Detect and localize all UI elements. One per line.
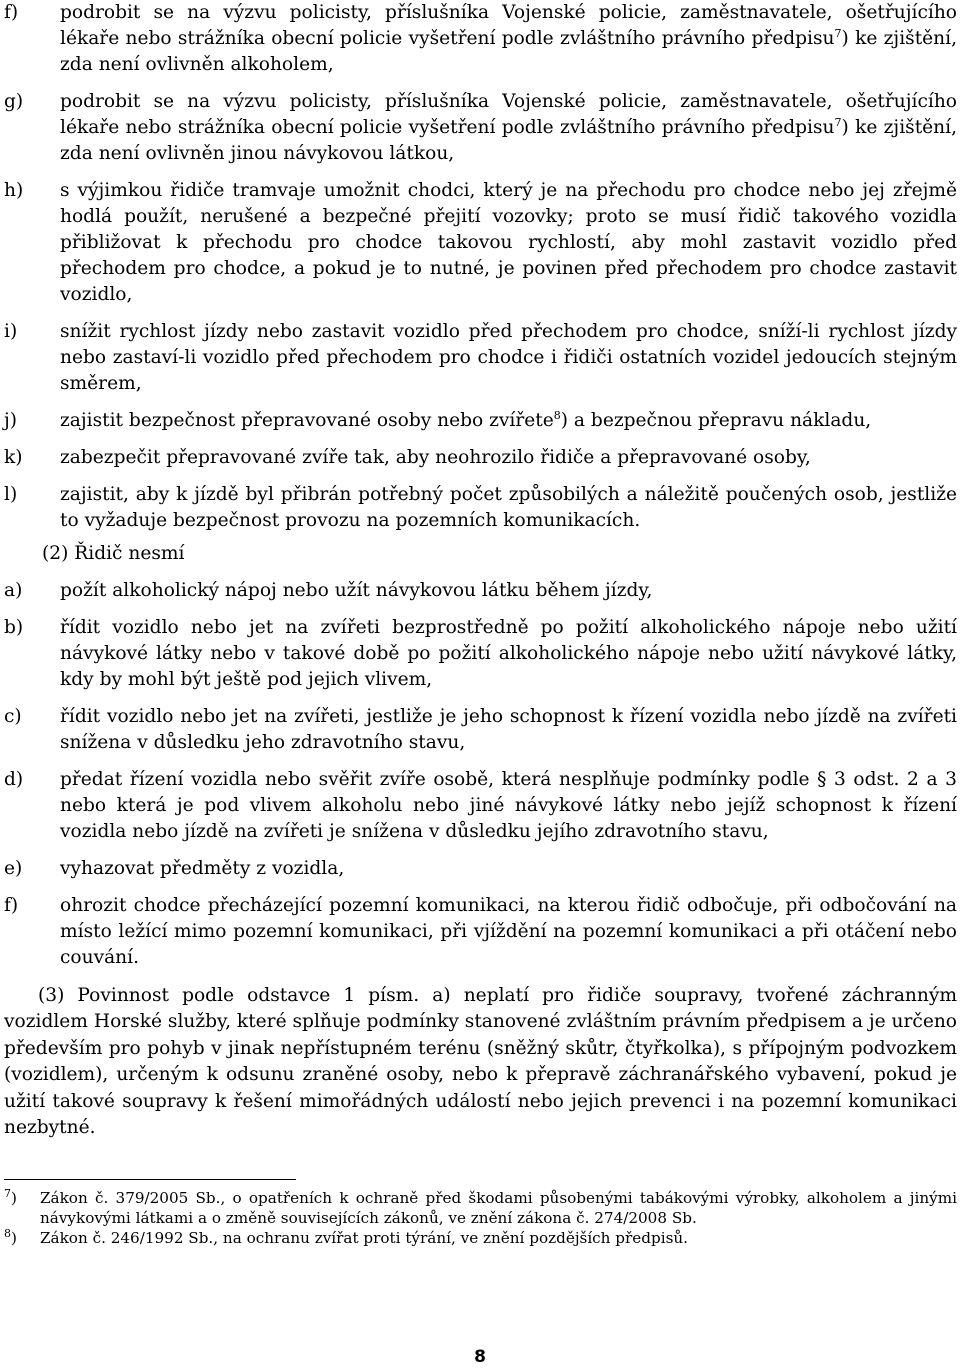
item-label: c)	[4, 706, 22, 727]
list-item-j	[4, 408, 957, 434]
item-text: požít alkoholický nápoj nebo užít návykovou látku během jízdy,	[60, 580, 653, 601]
item-label: h)	[4, 180, 24, 201]
list-item-d	[4, 767, 957, 845]
item-text: vyhazovat předměty z vozidla,	[60, 858, 345, 879]
footnote-text: Zákon č. 246/1992 Sb., na ochranu zvířat proti týrání, ve znění pozdějších předpisů.	[40, 1229, 688, 1248]
item-label: j)	[4, 410, 18, 431]
item-text: řídit vozidlo nebo jet na zvířeti, jestliže je jeho schopnost k řízení vozidla nebo jízdě na zvířeti snížena v důsledku jeho zdravotního stavu,	[60, 706, 957, 753]
item-text: podrobit se na výzvu policisty, příslušníka Vojenské policie, zaměstnavatele, ošetřujícího lékaře nebo strážníka obecní policie vyšetření podle zvláštního právního předpisu$^7$) ke zjištění, zda není ovlivněn jinou návykovou látkou,	[60, 91, 957, 164]
footnote-number: $^8$)	[4, 1227, 17, 1248]
page-number: 8	[474, 1347, 486, 1367]
footnote-ref: 7	[834, 26, 842, 40]
list-item-a	[4, 578, 957, 604]
footnote-ref: 8	[553, 408, 561, 422]
item-label: i)	[4, 321, 18, 342]
footnote-text: Zákon č. 379/2005 Sb., o opatřeních k ochraně před škodami působenými tabákovými výrobky, alkoholem a jinými návykovými látkami a o změně souvisejících zákonů, ve znění zákona č. 274/2008 Sb.	[40, 1189, 957, 1228]
document-page	[4, 0, 957, 1248]
footnote-divider	[4, 1179, 296, 1180]
footnote-7	[4, 1188, 957, 1228]
item-text: snížit rychlost jízdy nebo zastavit vozidlo před přechodem pro chodce, sníží-li rychlost jízdy nebo zastaví-li vozidlo před přechodem pro chodce i řidiči ostatních vozidel jedoucích stejným směrem,	[60, 321, 957, 394]
item-label: f)	[4, 2, 19, 23]
item-label: f)	[4, 895, 19, 916]
item-text: zajistit, aby k jízdě byl přibrán potřebný počet způsobilých a náležitě poučených osob, jestliže to vyžaduje bezpečnost provozu na pozemních komunikacích.	[60, 484, 957, 531]
list-item-l	[4, 482, 957, 534]
item-text: podrobit se na výzvu policisty, příslušníka Vojenské policie, zaměstnavatele, ošetřujícího lékaře nebo strážníka obecní policie vyšetření podle zvláštního právního předpisu$^7$) ke zjištění, zda není ovlivněn alkoholem,	[60, 2, 957, 75]
item-text: zajistit bezpečnost přepravované osoby nebo zvířete$^8$) a bezpečnou přepravu nákladu,	[60, 408, 872, 431]
list-item-i	[4, 319, 957, 397]
list-item-c	[4, 704, 957, 756]
list-item-f	[4, 0, 957, 78]
item-label: e)	[4, 858, 23, 879]
list-item-f2	[4, 893, 957, 971]
list-item-k	[4, 445, 957, 471]
item-label: d)	[4, 769, 24, 790]
item-text: ohrozit chodce přecházející pozemní komunikaci, na kterou řidič odbočuje, při odbočování na místo ležící mimo pozemní komunikaci, při vjíždění na pozemní komunikaci a při otáčení nebo couvání.	[60, 895, 957, 968]
section-heading: (2) Řidič nesmí	[42, 543, 185, 564]
list-item-g	[4, 89, 957, 167]
footnote-8	[4, 1228, 957, 1248]
section-3-paragraph: (3) Povinnost podle odstavce 1 písm. a) neplatí pro řidiče soupravy, tvořené záchranným vozidlem Horské služby, které splňuje podmínky stanovené zvláštním právním předpisem a je určeno především pro pohyb v jinak nepřístupném terénu (sněžný skůtr, čtyřkolka), s přípojným podvozkem (vozidlem), určeným k odsunu zraněné osoby, nebo k přepravě záchranářského vybavení, pokud je užití takové soupravy k řešení mimořádných událostí nebo jejich prevenci i na pozemní komunikaci nezbytné.	[4, 985, 957, 1139]
footnote-ref: 7	[834, 115, 842, 129]
item-label: k)	[4, 447, 23, 468]
item-text: řídit vozidlo nebo jet na zvířeti bezprostředně po požití alkoholického nápoje nebo užití návykové látky nebo v takové době po požití alkoholického nápoje nebo užití návykové látky, kdy by mohl být ještě pod jejich vlivem,	[60, 617, 957, 690]
item-text: zabezpečit přepravované zvíře tak, aby neohrozilo řidiče a přepravované osoby,	[60, 447, 811, 468]
list-item-h	[4, 178, 957, 308]
item-label: a)	[4, 580, 23, 601]
footnote-number: $^7$)	[4, 1187, 17, 1208]
item-text: předat řízení vozidla nebo svěřit zvíře osobě, která nesplňuje podmínky podle § 3 odst. 2 a 3 nebo která je pod vlivem alkoholu nebo jiné návykové látky nebo jejíž schopnost k řízení vozidla nebo jízdě na zvířeti je snížena v důsledku jejího zdravotního stavu,	[60, 769, 957, 842]
item-label: b)	[4, 617, 24, 638]
item-label: g)	[4, 91, 24, 112]
list-item-e	[4, 856, 957, 882]
list-item-b	[4, 615, 957, 693]
item-text: s výjimkou řidiče tramvaje umožnit chodci, který je na přechodu pro chodce nebo jej zřejmě hodlá použít, nerušené a bezpečné přejití vozovky; proto se musí řidič takového vozidla přibližovat k přechodu pro chodce takovou rychlostí, aby mohl zastavit vozidlo před přechodem pro chodce, a pokud je to nutné, je povinen před přechodem pro chodce zastavit vozidlo,	[60, 180, 957, 305]
item-label: l)	[4, 484, 18, 505]
